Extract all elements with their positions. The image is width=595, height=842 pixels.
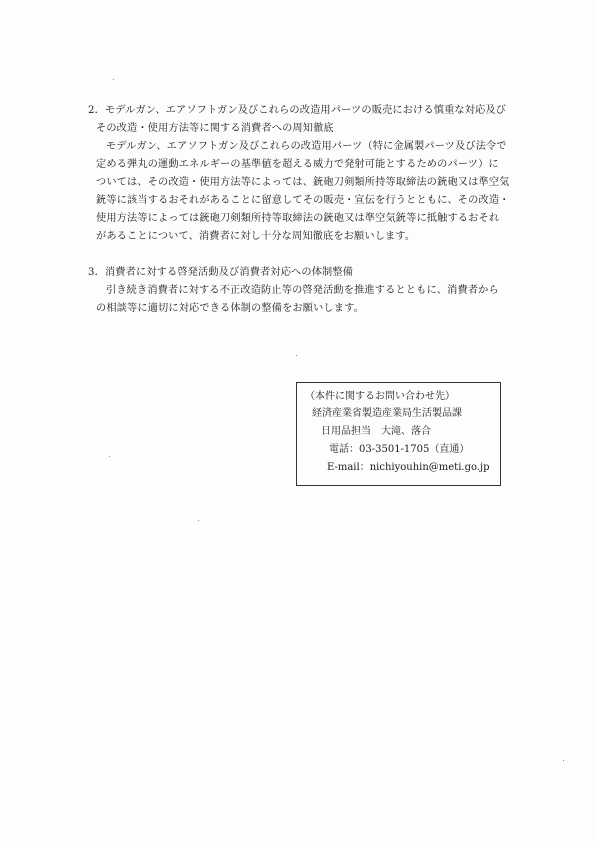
section-2-heading-line-2: その改造・使用方法等に関する消費者への周知徹底 <box>96 123 334 134</box>
section-3-body-line: の相談等に適切に対応できる体制の整備をお願いします。 <box>96 303 364 314</box>
section-2-body-line: ついては、その改造・使用方法等によっては、銃砲刀剣類所持等取締法の銃砲又は準空気 <box>96 177 510 188</box>
scan-speck <box>109 456 110 457</box>
contact-phone: 電話：03-3501-1705（直通） <box>329 444 470 455</box>
scan-speck <box>198 520 199 521</box>
contact-title: （本件に関するお問い合わせ先） <box>305 391 455 402</box>
contact-department: 経済産業省製造産業局生活製品課 <box>312 408 462 419</box>
section-2-heading-line-1: 2．モデルガン、エアソフトガン及びこれらの改造用パーツの販売における慎重な対応及び <box>88 105 507 116</box>
scan-speck <box>563 760 564 761</box>
contact-email: E-mail：nichiyouhin@meti.go.jp <box>327 462 490 473</box>
scan-speck <box>113 79 114 80</box>
contact-box <box>296 382 501 486</box>
section-2-body-line: 銃等に該当するおそれがあることに留意してその販売・宣伝を行うとともに、その改造・ <box>96 195 510 206</box>
scan-speck <box>296 355 297 356</box>
section-3-heading: 3．消費者に対する啓発活動及び消費者対応への体制整備 <box>88 267 354 278</box>
section-2-body-line: 使用方法等によっては銃砲刀剣類所持等取締法の銃砲又は準空気銃等に抵触するおそれ <box>96 213 500 224</box>
section-2-body-line: モデルガン、エアソフトガン及びこれらの改造用パーツ（特に金属製パーツ及び法令で <box>106 141 507 152</box>
section-2-body-line: 定める弾丸の運動エネルギーの基準値を超える威力で発射可能とするためのパーツ）に <box>96 159 499 170</box>
contact-persons: 日用品担当 大滝、落合 <box>321 426 431 437</box>
section-3-body-line: 引き続き消費者に対する不正改造防止等の啓発活動を推進するとともに、消費者から <box>106 285 499 296</box>
section-2-body-line: があることについて、消費者に対し十分な周知徹底をお願いします。 <box>96 231 416 242</box>
